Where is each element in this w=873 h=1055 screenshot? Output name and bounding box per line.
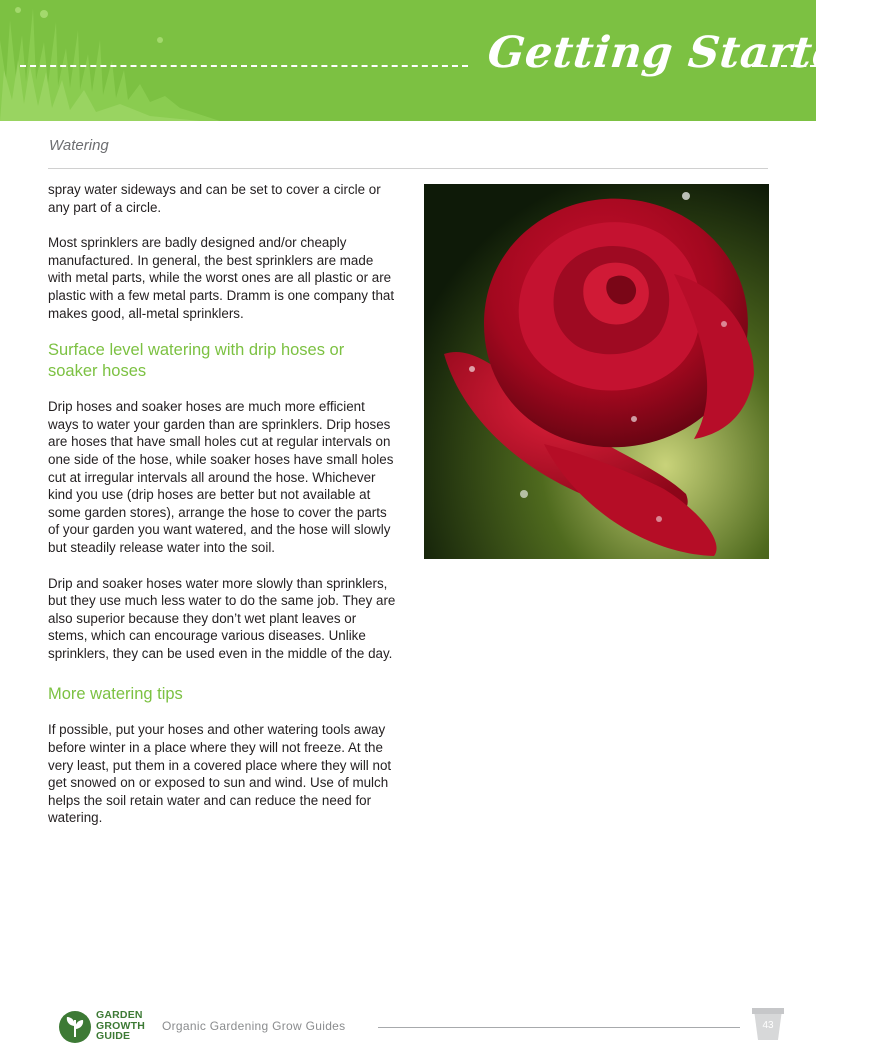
paragraph-sprinkler-quality: Most sprinklers are badly designed and/or cheaply manufactured. In general, the best sprinklers are made with metal parts, while the worst ones are all plastic or are plastic with a few metal parts. Dramm is one company that makes good, all-metal sprinklers. — [48, 235, 395, 321]
page-header — [0, 0, 873, 121]
heading-drip-hoses: Surface level watering with drip hoses or soaker hoses — [48, 341, 345, 381]
body-column — [48, 181, 398, 827]
red-rose-icon — [424, 184, 769, 559]
garden-growth-guide-logo-icon — [58, 1010, 92, 1044]
footer-brand-line2: GROWTH — [96, 1019, 146, 1032]
footer-brand-line3: GUIDE — [96, 1030, 131, 1042]
paragraph-drip-hoses: Drip hoses and soaker hoses are much more efficient ways to water your garden than are sprinklers. Drip hoses are hoses that have small holes cut at regular intervals on one side of the hose, while soaker hoses have small holes cut at irregular intervals all around the hose. Whichever kind you use (drip hoses are better but not available at some garden stores), arrange the hose to cover the parts of your garden you want watered, and the hose will slowly but steadily release water into the soil. — [48, 399, 394, 555]
paragraph-watering-tips: If possible, put your hoses and other watering tools away before winter in a place where they will not freeze. At the very least, put them in a covered place where they will not get snowed on or exposed to sun and wind. Use of mulch helps the soil retain water and can reduce the need for watering. — [48, 722, 392, 826]
footer-brand-line1: GARDEN — [96, 1009, 143, 1021]
page-number: 43 — [762, 1020, 774, 1031]
header-dashed-line-left — [20, 65, 468, 67]
footer-brand — [96, 1010, 145, 1042]
rose-photo — [424, 184, 769, 559]
section-label: Watering — [49, 137, 109, 154]
grass-decoration-icon — [0, 0, 220, 121]
header-title: Getting Started — [485, 28, 873, 78]
header-divider — [48, 168, 768, 169]
footer-guide-title: Organic Gardening Grow Guides — [162, 1019, 346, 1033]
footer-divider — [378, 1027, 740, 1028]
heading-watering-tips: More watering tips — [48, 685, 183, 704]
paragraph-sprinkler-coverage: spray water sideways and can be set to cover a circle or any part of a circle. — [48, 182, 381, 215]
paragraph-hose-benefits: Drip and soaker hoses water more slowly than sprinklers, but they use much less water to do the same job. They are also superior because they don’t wet plant leaves or stems, which can encourage various diseases. Unlike sprinklers, they can be used even in the middle of the day. — [48, 575, 396, 661]
